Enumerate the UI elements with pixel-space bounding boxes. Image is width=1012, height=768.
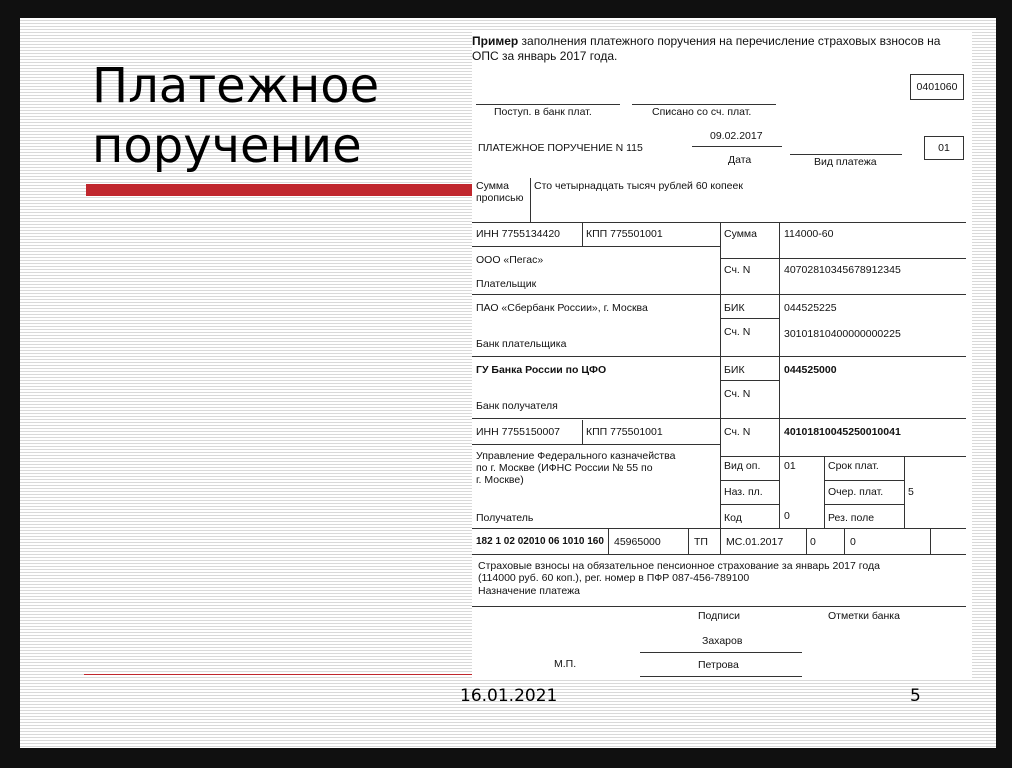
signer-1: Захаров	[702, 635, 743, 647]
rule	[472, 418, 966, 419]
rule	[472, 606, 966, 607]
payment-order-document	[472, 30, 972, 680]
rule	[530, 178, 531, 222]
document-header	[472, 34, 962, 64]
rule	[472, 528, 966, 529]
rule	[476, 104, 620, 105]
date-value: 09.02.2017	[710, 130, 763, 142]
doc-date: 0	[850, 536, 856, 548]
date-label: Дата	[728, 154, 752, 166]
recipient-bik-label: БИК	[724, 364, 745, 376]
rule	[688, 528, 689, 554]
signatures-label: Подписи	[698, 610, 740, 622]
rule	[472, 554, 966, 555]
rule	[472, 444, 720, 445]
status-code: 01	[938, 141, 950, 154]
rule	[582, 222, 583, 246]
term-label: Срок плат.	[828, 460, 879, 472]
rule	[720, 456, 966, 457]
rule	[720, 318, 779, 319]
footer-date: 16.01.2021	[460, 686, 558, 706]
recipient-account-label: Сч. N	[724, 426, 751, 438]
rule	[904, 456, 905, 528]
rule	[720, 480, 779, 481]
rule	[824, 480, 904, 481]
payer-name: ООО «Пегас»	[476, 254, 544, 266]
recipient-kpp: КПП 775501001	[586, 426, 663, 438]
rule	[720, 528, 721, 554]
form-code-box	[910, 74, 964, 100]
rule	[640, 676, 802, 677]
order-title: ПЛАТЕЖНОЕ ПОРУЧЕНИЕ N 115	[478, 142, 643, 154]
sum-words-label-1: Сумма	[476, 180, 509, 192]
payer-bik: 044525225	[784, 302, 837, 314]
payer-account-label: Сч. N	[724, 264, 751, 276]
basis: ТП	[694, 536, 708, 548]
header-text: заполнения платежного поручения на перечисление страховых взносов на ОПС за январь 2017 года.	[472, 34, 941, 63]
rule	[720, 504, 779, 505]
rule	[779, 222, 780, 528]
kbk: 182 1 02 02010 06 1010 160	[476, 536, 604, 547]
payment-type-label: Вид платежа	[814, 156, 877, 168]
recipient-bank-account-label: Сч. N	[724, 388, 751, 400]
recipient-name-line-1: Управление Федерального казначейства	[476, 450, 676, 462]
oktmo: 45965000	[614, 536, 661, 548]
form-code: 0401060	[916, 80, 958, 93]
rule	[632, 104, 776, 105]
stamp-label: М.П.	[554, 658, 577, 670]
purpose-line-1: Страховые взносы на обязательное пенсионное страхование за январь 2017 года	[478, 560, 880, 572]
rule	[640, 652, 802, 653]
rule	[720, 222, 721, 528]
rule	[472, 222, 966, 223]
priority-value: 5	[908, 486, 914, 498]
recipient-name-line-2: по г. Москве (ИФНС России № 55 по	[476, 462, 653, 474]
rule	[790, 154, 902, 155]
purpose-line-2: (114000 руб. 60 коп.), рег. номер в ПФР 087-456-789100	[478, 572, 750, 584]
purpose-label: Назначение платежа	[478, 585, 580, 597]
rule	[472, 356, 966, 357]
rule	[844, 528, 845, 554]
payer-bank-account: 30101810400000000225	[784, 328, 901, 340]
debited-label: Списано со сч. плат.	[652, 106, 752, 118]
rule	[720, 380, 779, 381]
slide-title: Платежное поручение	[92, 58, 380, 174]
bank-marks-label: Отметки банка	[828, 610, 900, 622]
recipient-bank: ГУ Банка России по ЦФО	[476, 364, 607, 376]
rule	[806, 528, 807, 554]
doc-number: 0	[810, 536, 816, 548]
payer-inn: ИНН 7755134420	[476, 228, 561, 240]
recipient-name-line-3: г. Москве)	[476, 474, 524, 486]
sum-words: Сто четырнадцать тысяч рублей 60 копеек	[534, 180, 743, 192]
recipient-account: 40101810045250010041	[784, 426, 901, 438]
rule	[930, 528, 931, 554]
recipient-label: Получатель	[476, 512, 534, 524]
priority-label: Очер. плат.	[828, 486, 884, 498]
payer-account: 40702810345678912345	[784, 264, 901, 276]
code-label: Код	[724, 512, 742, 524]
rule	[824, 504, 904, 505]
signer-2: Петрова	[698, 659, 739, 671]
payer-bank: ПАО «Сбербанк России», г. Москва	[476, 302, 648, 314]
recipient-bank-label: Банк получателя	[476, 400, 558, 412]
header-bold: Пример	[472, 34, 519, 48]
purpose-code-label: Наз. пл.	[724, 486, 763, 498]
payer-bank-label: Банк плательщика	[476, 338, 567, 350]
rule	[720, 258, 966, 259]
reserve-label: Рез. поле	[828, 512, 875, 524]
rule	[472, 294, 966, 295]
recipient-bik: 044525000	[784, 364, 837, 376]
payer-kpp: КПП 775501001	[586, 228, 663, 240]
rule	[472, 246, 720, 247]
payer-label: Плательщик	[476, 278, 537, 290]
status-code-box	[924, 136, 964, 160]
sum-words-label-2: прописью	[476, 192, 524, 204]
payer-bik-label: БИК	[724, 302, 745, 314]
code-value: 0	[784, 510, 790, 522]
page-number: 5	[910, 686, 921, 706]
recipient-inn: ИНН 7755150007	[476, 426, 561, 438]
payer-bank-account-label: Сч. N	[724, 326, 751, 338]
title-accent-bar	[86, 184, 496, 196]
period: МС.01.2017	[726, 536, 784, 548]
rule	[824, 456, 825, 528]
rule	[692, 146, 782, 147]
rule	[608, 528, 609, 554]
rule	[582, 420, 583, 444]
sum-value: 114000-60	[784, 228, 834, 240]
received-label: Поступ. в банк плат.	[494, 106, 592, 118]
op-type-value: 01	[784, 460, 796, 472]
sum-label: Сумма	[724, 228, 757, 240]
op-type-label: Вид оп.	[724, 460, 761, 472]
